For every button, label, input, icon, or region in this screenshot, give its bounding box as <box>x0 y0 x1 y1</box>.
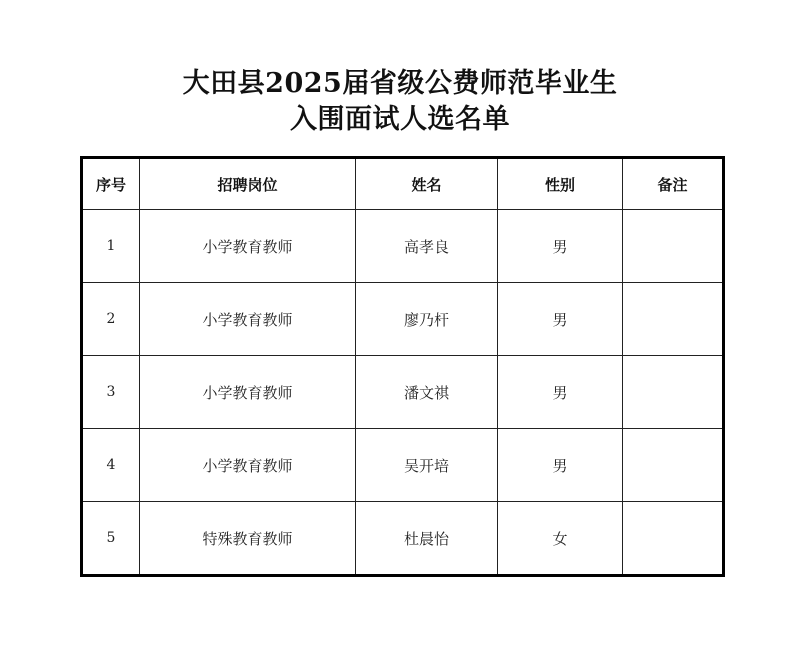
cell-index: 5 <box>82 502 140 576</box>
cell-name: 廖乃杆 <box>356 283 498 356</box>
cell-position: 小学教育教师 <box>140 210 356 283</box>
document-title <box>0 66 800 138</box>
cell-note <box>623 429 724 502</box>
cell-gender: 男 <box>498 429 623 502</box>
cell-name: 杜晨怡 <box>356 502 498 576</box>
cell-position: 特殊教育教师 <box>140 502 356 576</box>
cell-name: 潘文祺 <box>356 356 498 429</box>
cell-gender: 男 <box>498 356 623 429</box>
cell-name: 高孝良 <box>356 210 498 283</box>
cell-name: 吴开培 <box>356 429 498 502</box>
cell-note <box>623 283 724 356</box>
cell-gender: 男 <box>498 283 623 356</box>
cell-gender: 男 <box>498 210 623 283</box>
table-row <box>82 429 724 502</box>
cell-position: 小学教育教师 <box>140 429 356 502</box>
cell-position: 小学教育教师 <box>140 356 356 429</box>
header-name: 姓名 <box>356 158 498 210</box>
table-header-row <box>82 158 724 210</box>
table-row <box>82 210 724 283</box>
header-gender: 性别 <box>498 158 623 210</box>
cell-index: 3 <box>82 356 140 429</box>
header-index: 序号 <box>82 158 140 210</box>
header-position: 招聘岗位 <box>140 158 356 210</box>
cell-position: 小学教育教师 <box>140 283 356 356</box>
title-line-2: 入围面试人选名单 <box>290 104 510 135</box>
cell-note <box>623 356 724 429</box>
table-row <box>82 502 724 576</box>
table-row <box>82 356 724 429</box>
cell-index: 2 <box>82 283 140 356</box>
cell-note <box>623 502 724 576</box>
title-line-1: 大田县2025届省级公费师范毕业生 <box>182 68 618 99</box>
cell-note <box>623 210 724 283</box>
cell-index: 4 <box>82 429 140 502</box>
candidate-table <box>80 156 725 577</box>
table-row <box>82 283 724 356</box>
cell-index: 1 <box>82 210 140 283</box>
header-note: 备注 <box>623 158 724 210</box>
cell-gender: 女 <box>498 502 623 576</box>
